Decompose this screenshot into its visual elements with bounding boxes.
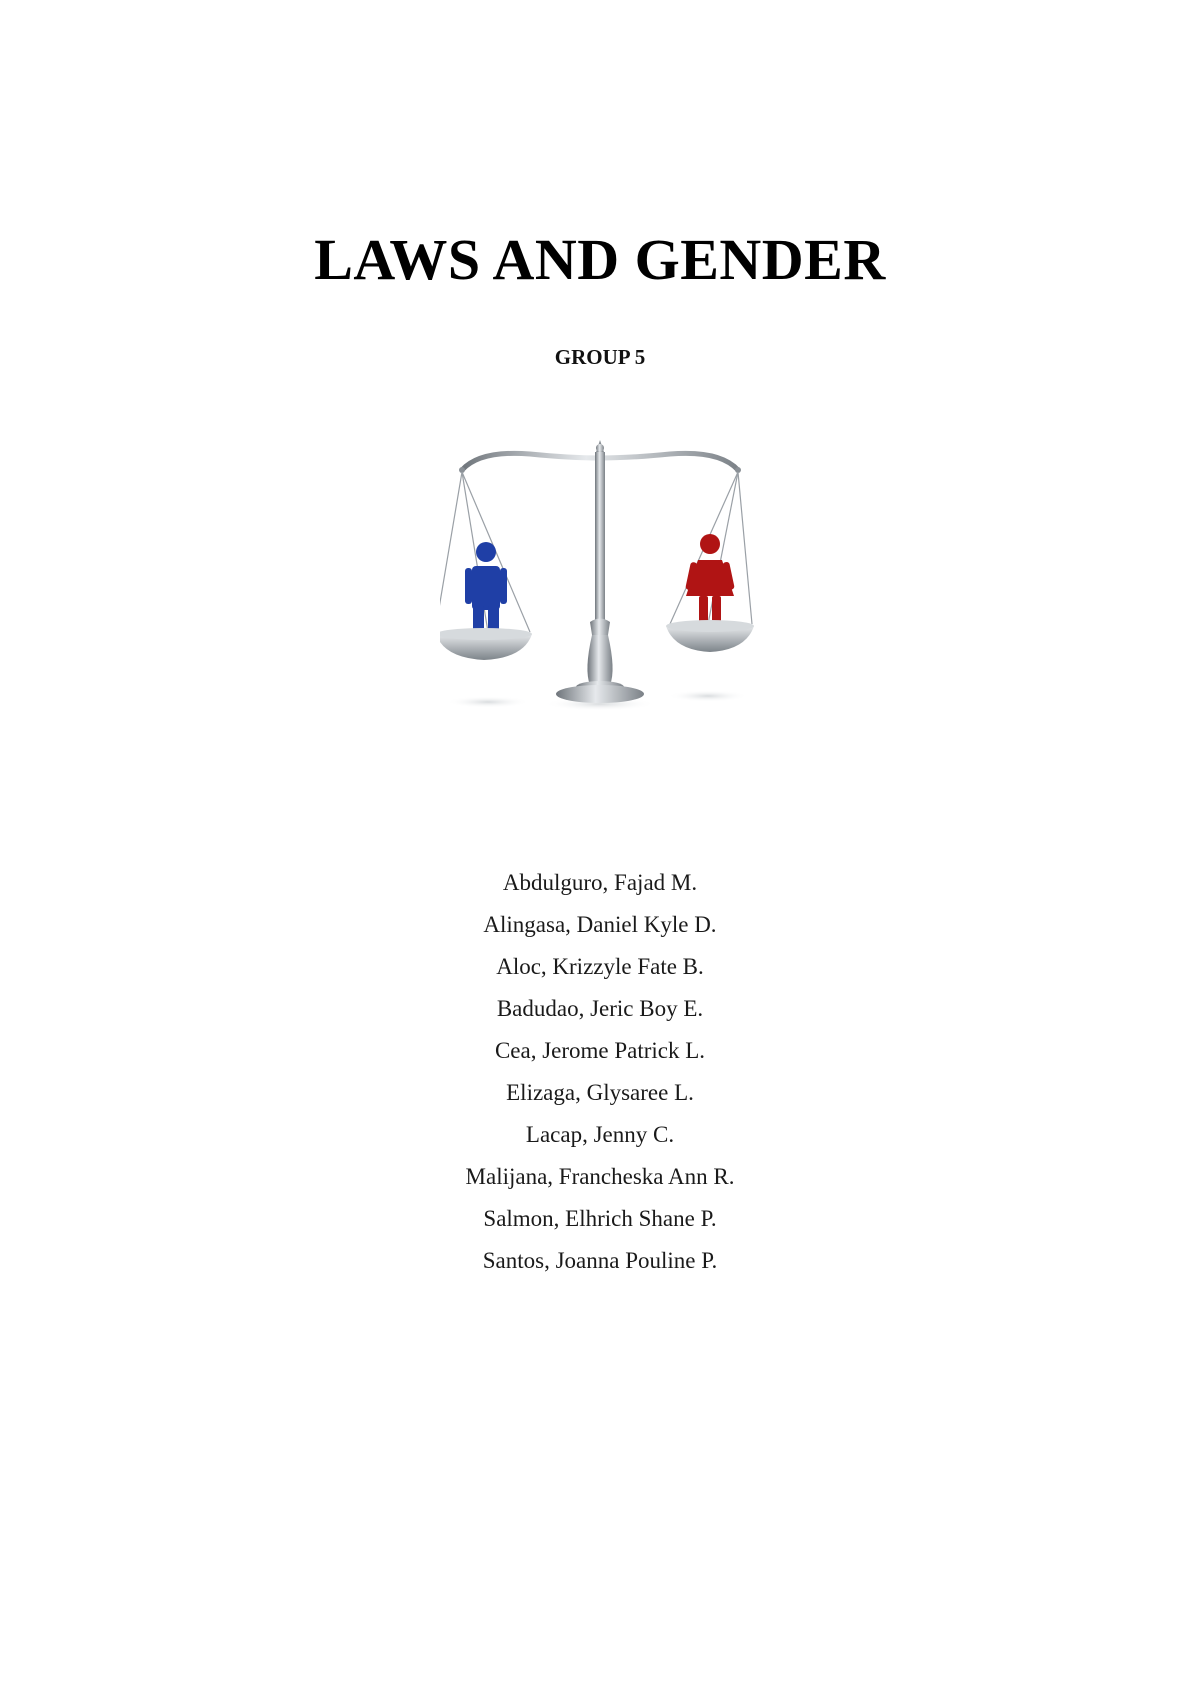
male-figure-icon <box>465 542 507 640</box>
member-name: Elizaga, Glysaree L. <box>506 1080 694 1105</box>
member-name: Santos, Joanna Pouline P. <box>482 1248 718 1273</box>
member-name: Cea, Jerome Patrick L. <box>494 1038 706 1063</box>
member-name: Alingasa, Daniel Kyle D. <box>483 912 717 937</box>
member-name: Salmon, Elhrich Shane P. <box>483 1206 717 1231</box>
member-name: Badudao, Jeric Boy E. <box>496 996 704 1021</box>
member-list <box>0 862 1200 1282</box>
member-name: Abdulguro, Fajad M. <box>502 870 698 895</box>
document-title: LAWS AND GENDER <box>314 227 886 292</box>
document-subtitle: GROUP 5 <box>554 345 646 369</box>
member-name: Aloc, Krizzyle Fate B. <box>496 954 704 979</box>
balance-scale-icon <box>440 400 760 720</box>
member-name: Lacap, Jenny C. <box>525 1122 675 1147</box>
member-name: Malijana, Francheska Ann R. <box>465 1164 735 1189</box>
